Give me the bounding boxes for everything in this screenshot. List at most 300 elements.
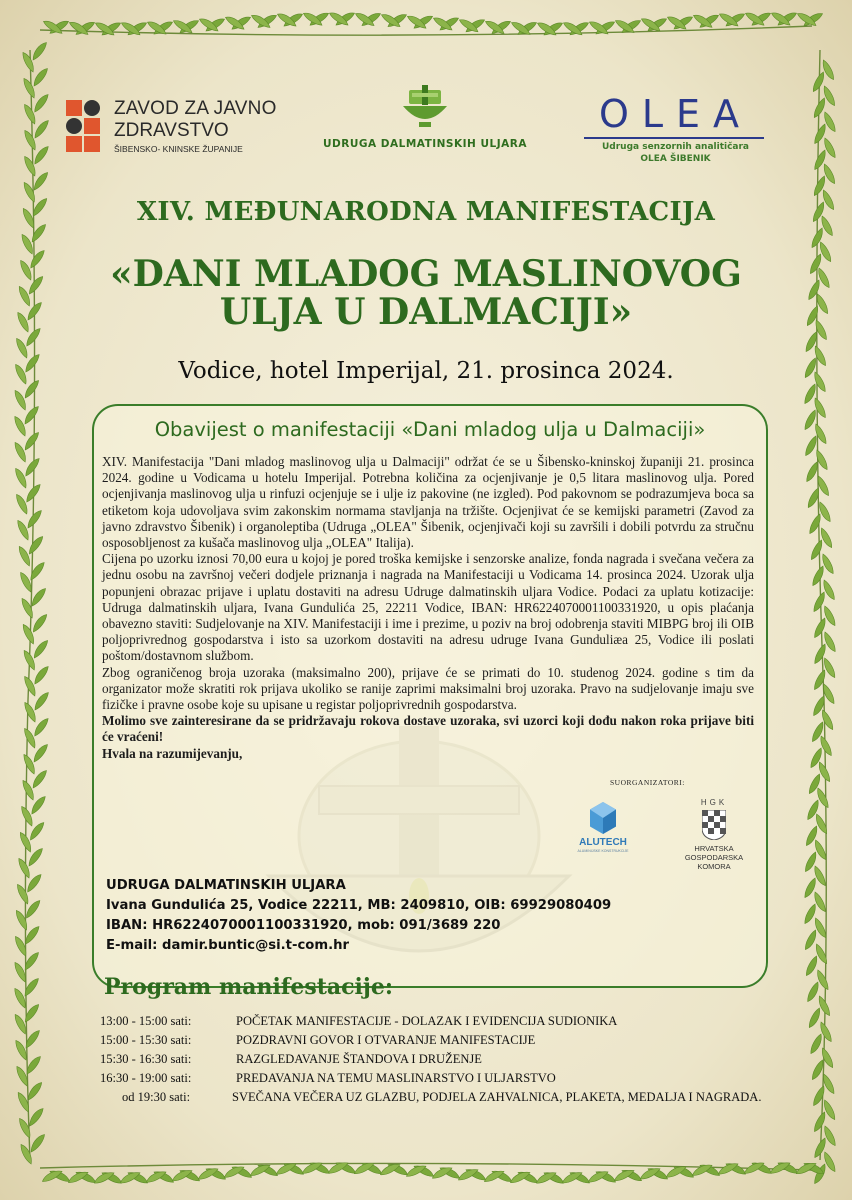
olive-leaf-icon: [725, 1160, 747, 1177]
olive-leaf-icon: [821, 1125, 838, 1147]
olive-leaf-icon: [22, 924, 41, 945]
olive-leaf-icon: [24, 872, 43, 893]
olive-leaf-icon: [126, 20, 148, 37]
olive-leaf-icon: [814, 969, 831, 991]
olive-leaf-icon: [25, 508, 44, 529]
olive-leaf-icon: [812, 123, 829, 145]
olive-leaf-icon: [22, 404, 41, 425]
olive-leaf-icon: [672, 14, 694, 31]
olive-leaf-icon: [562, 20, 584, 37]
olive-leaf-icon: [812, 1163, 829, 1185]
olive-leaf-icon: [812, 1137, 829, 1159]
alutech-hexagon-icon: [588, 801, 618, 835]
olive-leaf-icon: [698, 13, 720, 30]
olea-city: OLEA ŠIBENIK: [640, 154, 711, 164]
hgk-name-line2: GOSPODARSKA: [684, 853, 744, 862]
alutech-name: ALUTECH: [579, 837, 627, 848]
notice-deadline-warning: Molimo sve zainteresirane da se pridržavaju rokova dostave uzoraka, svi uzorci koji dođu nakon roka prijave biti će vraćeni!: [102, 713, 754, 745]
olive-leaf-icon: [42, 19, 64, 36]
olive-leaf-icon: [821, 111, 838, 133]
olive-leaf-icon: [30, 768, 49, 789]
olive-leaf-icon: [23, 456, 42, 477]
olive-leaf-icon: [171, 1167, 193, 1184]
olive-leaf-icon: [812, 643, 829, 665]
olive-leaf-icon: [432, 15, 454, 32]
olive-leaf-icon: [777, 1159, 799, 1176]
olive-leaf-icon: [23, 898, 42, 919]
olive-leaf-icon: [804, 955, 821, 977]
olive-leaf-icon: [809, 227, 826, 249]
hgk-logo: [664, 798, 764, 878]
olive-leaf-icon: [819, 709, 836, 731]
notice-thanks: Hvala na razumijevanju,: [102, 745, 243, 761]
event-date-location: Vodice, hotel Imperijal, 21. prosinca 2024.: [178, 358, 674, 384]
olive-leaf-icon: [379, 1161, 401, 1178]
contact-address: Ivana Gundulića 25, Vodice 22211, MB: 2409810, OIB: 69929080409: [106, 898, 612, 913]
olive-leaf-icon: [328, 10, 350, 27]
olive-leaf-icon: [509, 1169, 531, 1186]
olive-leaf-icon: [811, 591, 828, 613]
olive-leaf-icon: [815, 475, 832, 497]
olive-leaf-icon: [812, 149, 829, 171]
program-title: Program manifestacije:: [104, 974, 393, 1000]
olive-leaf-icon: [405, 1162, 427, 1179]
olive-leaf-icon: [32, 690, 51, 711]
olive-leaf-icon: [751, 1159, 773, 1176]
olive-leaf-icon: [120, 20, 142, 37]
olive-leaf-icon: [809, 539, 826, 561]
olive-leaf-icon: [804, 825, 821, 847]
olive-leaf-icon: [821, 85, 838, 107]
olive-leaf-icon: [770, 10, 792, 27]
olive-leaf-icon: [28, 1132, 47, 1153]
olive-leaf-icon: [412, 13, 434, 30]
olive-leaf-icon: [717, 1160, 739, 1177]
olive-leaf-icon: [817, 1021, 834, 1043]
olive-leaf-icon: [483, 1168, 505, 1185]
olive-leaf-icon: [13, 1039, 30, 1061]
olive-leaf-icon: [811, 1085, 828, 1107]
olive-leaf-icon: [12, 441, 29, 463]
olive-leaf-icon: [665, 1163, 687, 1180]
olive-leaf-icon: [640, 16, 662, 33]
olive-leaf-icon: [646, 16, 668, 33]
program-row: [100, 1033, 780, 1052]
olive-leaf-icon: [380, 12, 402, 29]
olive-leaf-icon: [21, 649, 38, 671]
olive-leaf-icon: [812, 1111, 829, 1133]
olive-leaf-icon: [178, 18, 200, 35]
olive-leaf-icon: [817, 735, 834, 757]
program-row: [100, 1071, 780, 1090]
olive-leaf-icon: [26, 846, 45, 867]
olive-leaf-icon: [464, 17, 486, 34]
program-row: [100, 1090, 780, 1109]
olive-leaf-icon: [813, 943, 830, 965]
olive-leaf-icon: [802, 11, 824, 28]
olive-press-icon: [397, 84, 453, 130]
olive-leaf-icon: [309, 1159, 331, 1176]
olive-leaf-icon: [354, 11, 376, 28]
olive-leaf-icon: [31, 742, 50, 763]
olive-leaf-icon: [205, 1165, 227, 1182]
olive-leaf-icon: [802, 409, 819, 431]
olive-leaf-icon: [813, 813, 830, 835]
olive-stem: [40, 1163, 812, 1170]
olive-leaf-icon: [438, 15, 460, 32]
olive-leaf-icon: [15, 519, 32, 541]
olive-leaf-icon: [812, 175, 829, 197]
olive-leaf-icon: [31, 716, 50, 737]
olive-leaf-icon: [29, 794, 48, 815]
olive-leaf-icon: [614, 18, 636, 35]
olive-leaf-icon: [353, 1160, 375, 1177]
olive-leaf-icon: [465, 1166, 487, 1183]
olive-leaf-icon: [814, 787, 831, 809]
zavod-logo: [66, 98, 306, 158]
olive-leaf-icon: [587, 1168, 609, 1185]
hgk-name-line3: KOMORA: [697, 862, 731, 871]
olive-leaf-icon: [810, 721, 827, 743]
olive-leaf-icon: [172, 18, 194, 35]
olive-leaf-icon: [821, 1151, 838, 1173]
zavod-mark-icon: [66, 100, 106, 152]
program-time: 13:00 - 15:00 sati:: [100, 1014, 192, 1028]
olive-leaf-icon: [75, 1169, 97, 1186]
olive-leaf-icon: [691, 1162, 713, 1179]
olive-leaf-icon: [18, 1143, 35, 1165]
olive-leaf-icon: [24, 1054, 43, 1075]
olive-leaf-icon: [811, 71, 828, 93]
alutech-logo: [568, 801, 638, 861]
olive-leaf-icon: [12, 415, 29, 437]
olive-leaf-icon: [484, 19, 506, 36]
olive-leaf-icon: [647, 1165, 669, 1182]
event-main-title: [0, 255, 852, 331]
olive-leaf-icon: [32, 118, 51, 139]
program-desc: RAZGLEDAVANJE ŠTANDOVA I DRUŽENJE: [236, 1052, 482, 1066]
olive-leaf-icon: [18, 571, 35, 593]
olive-leaf-icon: [28, 560, 47, 581]
olive-leaf-icon: [22, 950, 41, 971]
olive-leaf-icon: [223, 1163, 245, 1180]
hgk-name-line1: HRVATSKA: [694, 844, 734, 853]
olive-leaf-icon: [18, 831, 35, 853]
olive-leaf-icon: [431, 1164, 453, 1181]
olive-leaf-icon: [31, 66, 50, 87]
olive-leaf-icon: [14, 337, 31, 359]
olive-leaf-icon: [21, 753, 38, 775]
olive-leaf-icon: [724, 11, 746, 28]
olive-leaf-icon: [820, 1073, 837, 1095]
olive-leaf-icon: [231, 1163, 253, 1180]
olive-leaf-icon: [805, 981, 822, 1003]
olive-leaf-icon: [406, 13, 428, 30]
olive-leaf-icon: [594, 19, 616, 36]
olive-leaf-icon: [19, 805, 36, 827]
olive-leaf-icon: [807, 1007, 824, 1029]
olive-leaf-icon: [19, 597, 36, 619]
zavod-name-line2: ZDRAVSTVO: [114, 120, 229, 141]
program-list: [100, 1014, 780, 1109]
coorganizers-label: SUORGANIZATORI:: [610, 778, 685, 787]
olive-leaf-icon: [692, 13, 714, 30]
olive-leaf-icon: [812, 617, 829, 639]
olive-leaf-icon: [12, 987, 29, 1009]
olive-leaf-icon: [536, 20, 558, 37]
olive-leaf-icon: [776, 10, 798, 27]
olive-leaf-icon: [14, 1065, 31, 1087]
olive-leaf-icon: [718, 11, 740, 28]
olive-leaf-icon: [19, 233, 36, 255]
olive-leaf-icon: [67, 1169, 89, 1186]
olive-leaf-icon: [94, 20, 116, 37]
program-row: [100, 1014, 780, 1033]
olive-leaf-icon: [197, 1165, 219, 1182]
olive-leaf-icon: [22, 675, 39, 697]
olive-leaf-icon: [804, 461, 821, 483]
zavod-county: ŠIBENSKO- KNINSKE ŽUPANIJE: [114, 144, 243, 154]
olive-leaf-icon: [31, 638, 50, 659]
olive-leaf-icon: [802, 383, 819, 405]
olive-leaf-icon: [29, 586, 48, 607]
olive-leaf-icon: [146, 19, 168, 36]
olive-leaf-icon: [301, 1159, 323, 1176]
notice-box: [92, 404, 768, 988]
olive-leaf-icon: [22, 103, 39, 125]
olea-wordmark: OLEA: [598, 92, 753, 136]
olive-leaf-icon: [811, 695, 828, 717]
olive-leaf-icon: [820, 59, 837, 81]
notice-paragraph-1: XIV. Manifestacija "Dani mladog maslinovog ulja u Dalmaciji" održat će se u Šibensko-kninskoj županiji 21. prosinca 2024. godine u Vodicama u hotelu Imperijal. Potrebna količina za ocjenjivanje je 0,5 litara maslinovog ulja. Pored ocjenjivanja maslinovog ulja u rinfuzi ocjenjuje se i ulje iz pakovine (ne izgled). Pod pakovnom se podrazumjeva boca sa etiketom koja udovoljava svim zakonskim normama stavljanja na tržište. Ocjenjivat će se kemijski parametri (Zavod za javno zdravstvo Šibenik) i organoleptiba (Udruga „OLEA" Šibenik, ocjenjivači koji su završili i dobili potvrdu za stručnu osposobljenost za kušača maslinovog ulja „OLEA" Italija).: [102, 454, 754, 551]
olive-leaf-icon: [818, 527, 835, 549]
olive-leaf-icon: [750, 10, 772, 27]
olive-leaf-icon: [542, 20, 564, 37]
olive-leaf-icon: [275, 1160, 297, 1177]
olive-leaf-icon: [74, 20, 96, 37]
olive-leaf-icon: [13, 467, 30, 489]
olive-leaf-icon: [812, 917, 829, 939]
olive-leaf-icon: [621, 1167, 643, 1184]
program-desc: POZDRAVNI GOVOR I OTVARANJE MANIFESTACIJE: [236, 1033, 536, 1047]
olive-leaf-icon: [816, 995, 833, 1017]
olive-leaf-icon: [568, 20, 590, 37]
olive-leaf-icon: [21, 77, 38, 99]
program-row: [100, 1052, 780, 1071]
olive-leaf-icon: [22, 1002, 41, 1023]
olive-leaf-icon: [439, 1164, 461, 1181]
olive-leaf-icon: [517, 1169, 539, 1186]
olive-leaf-icon: [803, 851, 820, 873]
olive-leaf-icon: [743, 1159, 765, 1176]
olive-leaf-icon: [457, 1166, 479, 1183]
olive-leaf-icon: [152, 19, 174, 36]
olive-leaf-icon: [543, 1169, 565, 1186]
olive-leaf-icon: [20, 779, 37, 801]
olive-leaf-icon: [820, 579, 837, 601]
olive-leaf-icon: [820, 683, 837, 705]
udruga-name: UDRUGA DALMATINSKIH ULJARA: [323, 138, 527, 150]
olive-leaf-icon: [813, 449, 830, 471]
olive-leaf-icon: [535, 1169, 557, 1186]
olive-leaf-icon: [361, 1160, 383, 1177]
olive-leaf-icon: [613, 1167, 635, 1184]
olive-leaf-icon: [100, 20, 122, 37]
olive-leaf-icon: [12, 1013, 29, 1035]
olive-leaf-icon: [22, 430, 41, 451]
olive-leaf-icon: [595, 1168, 617, 1185]
notice-heading: Obavijest o manifestaciji «Dani mladog ulja u Dalmaciji»: [154, 418, 706, 441]
olive-leaf-icon: [821, 137, 838, 159]
olive-leaf-icon: [22, 727, 39, 749]
olive-leaf-icon: [276, 11, 298, 28]
olive-leaf-icon: [30, 612, 49, 633]
olive-leaf-icon: [20, 51, 37, 73]
olive-leaf-icon: [819, 1047, 836, 1069]
olive-stem: [40, 26, 812, 35]
program-time: 16:30 - 19:00 sati:: [100, 1071, 192, 1085]
hgk-checkerboard-icon: [702, 810, 726, 840]
olive-leaf-icon: [31, 92, 50, 113]
contact-org: UDRUGA DALMATINSKIH ULJARA: [106, 878, 346, 893]
olive-leaf-icon: [516, 20, 538, 37]
olive-leaf-icon: [821, 631, 838, 653]
olive-leaf-icon: [808, 1033, 825, 1055]
program-time: od 19:30 sati:: [122, 1090, 191, 1104]
olive-leaf-icon: [26, 534, 45, 555]
olive-leaf-icon: [145, 1168, 167, 1185]
program-desc: POČETAK MANIFESTACIJE - DOLAZAK I EVIDENCIJA SUDIONIKA: [236, 1014, 618, 1028]
olive-leaf-icon: [48, 19, 70, 36]
program-desc: SVEČANA VEČERA UZ GLAZBU, PODJELA ZAHVALNICA, PLAKETA, MEDALJA I NAGRADA.: [232, 1090, 762, 1104]
olive-leaf-icon: [491, 1168, 513, 1185]
olive-leaf-icon: [810, 1059, 827, 1081]
olive-leaf-icon: [821, 657, 838, 679]
olive-leaf-icon: [744, 10, 766, 27]
olive-leaf-icon: [14, 493, 31, 515]
olive-leaf-icon: [22, 129, 39, 151]
olive-leaf-icon: [31, 170, 50, 191]
olive-leaf-icon: [308, 10, 330, 27]
olive-leaf-icon: [812, 669, 829, 691]
olive-leaf-icon: [360, 11, 382, 28]
contact-block: [106, 876, 611, 956]
olive-leaf-icon: [588, 19, 610, 36]
olive-leaf-icon: [32, 144, 51, 165]
notice-paragraph-2: Cijena po uzorku iznosi 70,00 eura u kojoj je pored troška kemijske i senzorske analize, fonda nagrada i svečana večera za jednu osobu na završnoj večeri dodjele priznanja i nagrada na Manifestaciji u Vodicama 14. prosinca 2024. Uzorak ulja popunjeni obrazac prijave i uplatu dostaviti na adresu Udruge dalmatinskih uljara Vodice. Podaci za uplatu kotizacije: Udruga dalmatinskih uljara, Ivana Gundulića 25, 22211 Vodice, IBAN: HR6224070001100331920, u opis plaćanja obavezno staviti: Sudjelovanje na XIV. Manifestaciji i ime i prezime, u poziv na broj odobrenja staviti MIBPG broj ili OIB poljoprivrednog gospodarstva i isto sa uzorkom dostaviti na adresu udruge Ivana Gunduliæa 25, Vodice ili poslati poštom/dostavnom službom.: [102, 551, 754, 664]
olive-leaf-icon: [101, 1169, 123, 1186]
olive-leaf-icon: [16, 857, 33, 879]
olive-leaf-icon: [821, 163, 838, 185]
olive-leaf-icon: [256, 13, 278, 30]
olive-leaf-icon: [15, 1091, 32, 1113]
alutech-tagline: ALUMINIJSKE KONSTRUKCIJE: [577, 849, 629, 853]
event-title-line1: «DANI MLADOG MASLINOVOG: [110, 253, 742, 295]
zavod-name-line1: ZAVOD ZA JAVNO: [114, 98, 277, 119]
olive-leaf-icon: [806, 487, 823, 509]
olive-leaf-icon: [204, 16, 226, 33]
udruga-logo: [310, 80, 540, 160]
olive-leaf-icon: [23, 1028, 42, 1049]
olive-leaf-icon: [30, 40, 49, 61]
notice-body: [102, 454, 754, 762]
program-time: 15:00 - 15:30 sati:: [100, 1033, 192, 1047]
olive-leaf-icon: [14, 909, 31, 931]
olive-leaf-icon: [811, 865, 828, 887]
olive-leaf-icon: [639, 1165, 661, 1182]
olive-leaf-icon: [68, 20, 90, 37]
olive-leaf-icon: [22, 976, 41, 997]
olive-leaf-icon: [23, 482, 42, 503]
olive-leaf-icon: [413, 1162, 435, 1179]
olive-leaf-icon: [250, 13, 272, 30]
olive-leaf-icon: [803, 1160, 825, 1177]
olive-leaf-icon: [249, 1162, 271, 1179]
olive-leaf-icon: [816, 501, 833, 523]
olive-leaf-icon: [22, 701, 39, 723]
olive-leaf-icon: [666, 14, 688, 31]
olive-leaf-icon: [27, 820, 46, 841]
olive-leaf-icon: [816, 761, 833, 783]
olive-leaf-icon: [22, 155, 39, 177]
olive-leaf-icon: [32, 664, 51, 685]
olive-leaf-icon: [821, 605, 838, 627]
olive-leaf-icon: [15, 883, 32, 905]
olive-leaf-icon: [561, 1169, 583, 1186]
event-title-line2: ULJA U DALMACIJI»: [219, 291, 633, 333]
olive-leaf-icon: [699, 1162, 721, 1179]
olive-leaf-icon: [282, 11, 304, 28]
olive-leaf-icon: [811, 891, 828, 913]
olive-leaf-icon: [302, 10, 324, 27]
olive-leaf-icon: [803, 331, 820, 353]
olive-leaf-icon: [25, 1080, 44, 1101]
olive-leaf-icon: [12, 961, 29, 983]
olive-leaf-icon: [808, 747, 825, 769]
olive-leaf-icon: [224, 14, 246, 31]
olive-leaf-icon: [569, 1169, 591, 1186]
olive-leaf-icon: [812, 423, 829, 445]
olive-leaf-icon: [283, 1160, 305, 1177]
olive-leaf-icon: [802, 903, 819, 925]
olive-leaf-icon: [812, 97, 829, 119]
olive-leaf-icon: [510, 20, 532, 37]
olive-leaf-icon: [198, 16, 220, 33]
contact-email[interactable]: E-mail: damir.buntic@si.t-com.hr: [106, 938, 349, 953]
hgk-abbrev: HGK: [700, 798, 728, 807]
olive-leaf-icon: [127, 1169, 149, 1186]
olive-leaf-icon: [334, 10, 356, 27]
olive-leaf-icon: [17, 545, 34, 567]
olive-leaf-icon: [821, 1099, 838, 1121]
olive-leaf-icon: [490, 19, 512, 36]
olive-leaf-icon: [327, 1159, 349, 1176]
olea-logo: [578, 92, 773, 172]
olive-leaf-icon: [620, 18, 642, 35]
olive-leaf-icon: [335, 1159, 357, 1176]
olive-leaf-icon: [673, 1163, 695, 1180]
olive-leaf-icon: [179, 1167, 201, 1184]
olive-leaf-icon: [803, 435, 820, 457]
olive-leaf-icon: [811, 397, 828, 419]
olive-leaf-icon: [13, 935, 30, 957]
olive-leaf-icon: [21, 623, 38, 645]
olive-leaf-icon: [807, 513, 824, 535]
olive-leaf-icon: [387, 1161, 409, 1178]
olive-leaf-icon: [386, 12, 408, 29]
olive-leaf-icon: [803, 929, 820, 951]
olive-leaf-icon: [17, 1117, 34, 1139]
